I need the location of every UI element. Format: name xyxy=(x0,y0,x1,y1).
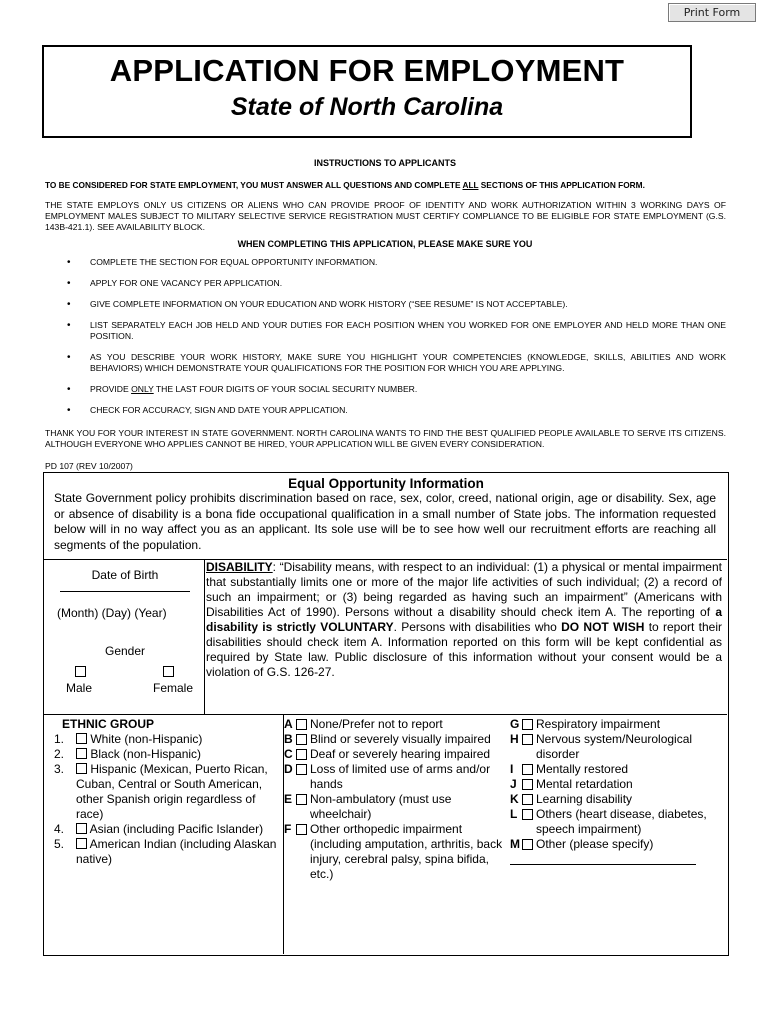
ethnic-black-checkbox[interactable] xyxy=(76,748,87,759)
item-label: Mental retardation xyxy=(536,777,633,791)
disability-d-checkbox[interactable] xyxy=(296,764,307,775)
item-label: Asian (including Pacific Islander) xyxy=(89,822,264,836)
item-label: Blind or severely visually impaired xyxy=(310,732,491,746)
date-of-birth-format: (Month) (Day) (Year) xyxy=(57,606,167,620)
ethnic-american-indian-checkbox[interactable] xyxy=(76,838,87,849)
eo-intro: State Government policy prohibits discrimination based on race, sex, color, creed, national origin, age or disability. Sex, age or absence of disability is a bona fide occupational qualification in a small number of State jobs. The information requested below will in no way affect you as an applicant. Its sole use will be to see how well our recruitment efforts are reaching all segments of the population. xyxy=(54,491,716,552)
citizenship-notice: THE STATE EMPLOYS ONLY US CITIZENS OR ALIENS WHO CAN PROVIDE PROOF OF IDENTITY AND WORK AUTHORIZATION WITHIN 3 WORKING DAYS OF EMPLOYMENT MALES SUBJECT TO MILITARY SELECTIVE SERVICE REGISTRATION MUST CERTIFY COMPLIANCE TO BE ELIGIBLE FOR STATE EMPLOYMENT (G.S. 143B-421.1). SEE AVAILABILITY BLOCK. xyxy=(45,200,726,232)
list-item xyxy=(284,792,504,822)
item-label: Black (non-Hispanic) xyxy=(90,747,202,761)
disability-c-checkbox[interactable] xyxy=(296,749,307,760)
item-letter: A xyxy=(284,717,293,731)
disability-a-checkbox[interactable] xyxy=(296,719,307,730)
list-item xyxy=(54,732,282,747)
item-label: Loss of limited use of arms and/or hands xyxy=(310,762,491,791)
item-label: Others (heart disease, diabetes, speech impairment) xyxy=(536,807,707,836)
ethnic-group-heading: ETHNIC GROUP xyxy=(62,717,155,731)
thank-you-note: THANK YOU FOR YOUR INTEREST IN STATE GOVERNMENT. NORTH CAROLINA WANTS TO FIND THE BEST QUALIFIED PEOPLE AVAILABLE TO SERVE ITS CITIZENS. ALTHOUGH EVERYONE WHO APPLIES CANNOT BE HIRED, YOUR APPLICATION WILL BE GIVEN EVERY CONSIDERATION. xyxy=(45,428,726,449)
item-label: Hispanic (Mexican, Puerto Rican, Cuban, Central or South American, other Spanish origin regardless of race) xyxy=(76,762,268,821)
instructions-heading: INSTRUCTIONS TO APPLICANTS xyxy=(313,158,456,168)
item-label: Other (please specify) xyxy=(536,837,654,851)
disability-b-checkbox[interactable] xyxy=(296,734,307,745)
ethnic-white-checkbox[interactable] xyxy=(76,733,87,744)
item-label: Other orthopedic impairment (including amputation, arthritis, back injury, cerebral palsy, spina bifida, etc.) xyxy=(310,822,503,881)
item-letter: L xyxy=(510,807,518,821)
disability-h-checkbox[interactable] xyxy=(522,734,533,745)
list-item xyxy=(510,807,725,837)
ethnic-asian-checkbox[interactable] xyxy=(76,823,87,834)
disability-e-checkbox[interactable] xyxy=(296,794,307,805)
item-number: 2. xyxy=(54,747,65,761)
disability-list-left xyxy=(284,717,504,882)
other-specify-field[interactable] xyxy=(510,864,696,865)
ethnic-group-list xyxy=(54,717,282,867)
list-item: • LIST SEPARATELY EACH JOB HELD AND YOUR DUTIES FOR EACH POSITION WHEN YOU WORKED FOR ONE EMPLOYER AND HELD MORE THAN ONE POSITION. xyxy=(45,320,726,342)
consider-notice: TO BE CONSIDERED FOR STATE EMPLOYMENT, YOU MUST ANSWER ALL QUESTIONS AND COMPLETE ALL SECTIONS OF THIS APPLICATION FORM. xyxy=(45,180,645,190)
item-label: Mentally restored xyxy=(536,762,629,776)
list-item xyxy=(510,717,725,732)
list-item xyxy=(510,762,725,777)
date-of-birth-label: Date of Birth xyxy=(91,568,159,582)
item-label: Learning disability xyxy=(536,792,633,806)
list-item xyxy=(54,762,282,822)
item-number: 3. xyxy=(54,762,65,776)
divider xyxy=(44,714,727,715)
disability-k-checkbox[interactable] xyxy=(522,794,533,805)
list-item xyxy=(284,762,504,792)
list-item xyxy=(284,732,504,747)
item-letter: D xyxy=(284,762,293,776)
instruction-list xyxy=(45,257,726,416)
page-title: APPLICATION FOR EMPLOYMENT xyxy=(109,53,625,88)
list-item xyxy=(54,822,282,837)
item-letter: F xyxy=(284,822,292,836)
item-letter: B xyxy=(284,732,293,746)
list-item: • CHECK FOR ACCURACY, SIGN AND DATE YOUR APPLICATION. xyxy=(45,405,726,416)
list-item xyxy=(54,747,282,762)
print-form-button[interactable]: Print Form xyxy=(668,3,756,22)
item-label: None/Prefer not to report xyxy=(310,717,443,731)
list-item xyxy=(284,822,504,882)
female-label: Female xyxy=(153,681,194,695)
title-box xyxy=(42,45,692,138)
list-item xyxy=(510,837,725,852)
gender-label: Gender xyxy=(104,644,146,658)
disability-m-checkbox[interactable] xyxy=(522,839,533,850)
item-letter: J xyxy=(510,777,517,791)
equal-opportunity-section xyxy=(43,472,729,956)
item-letter: M xyxy=(510,837,520,851)
item-label: Respiratory impairment xyxy=(536,717,661,731)
item-letter: C xyxy=(284,747,293,761)
list-item: • APPLY FOR ONE VACANCY PER APPLICATION. xyxy=(45,278,726,289)
item-label: Non-ambulatory (must use wheelchair) xyxy=(310,792,452,821)
list-item: • PROVIDE ONLY THE LAST FOUR DIGITS OF YOUR SOCIAL SECURITY NUMBER. xyxy=(45,384,726,395)
male-label: Male xyxy=(66,681,93,695)
list-item xyxy=(54,837,282,867)
disability-definition: DISABILITY: “Disability means, with respect to an individual: (1) a physical or mental impairment that substantially limits one or more of the major life activities of such individual; (2) a record of such an impairment; or (3) being regarded as having such an impairment” (Americans with Disabilities Act of 1990). Persons without a disability should check item A. The reporting of a disability is strictly VOLUNTARY. Persons with disabilities who DO NOT WISH to report their disabilities should check item A. Information reported on this form will be kept confidential as required by State law. Public disclosure of this information without your consent would be a violation of G.S. 126-27. xyxy=(206,560,722,679)
item-label: American Indian (including Alaskan native) xyxy=(76,837,277,866)
list-item xyxy=(284,747,504,762)
disability-j-checkbox[interactable] xyxy=(522,779,533,790)
list-item xyxy=(510,732,725,762)
disability-l-checkbox[interactable] xyxy=(522,809,533,820)
list-item: • AS YOU DESCRIBE YOUR WORK HISTORY, MAKE SURE YOU HIGHLIGHT YOUR COMPETENCIES (KNOWLEDGE, SKILLS, ABILITIES AND WORK BEHAVIORS) WHICH DEMONSTRATE YOUR QUALIFICATIONS FOR THE POSITION FOR WHICH YOU ARE APPLYING. xyxy=(45,352,726,374)
disability-f-checkbox[interactable] xyxy=(296,824,307,835)
list-item: • GIVE COMPLETE INFORMATION ON YOUR EDUCATION AND WORK HISTORY (“SEE RESUME” IS NOT ACCEPTABLE). xyxy=(45,299,726,310)
list-item xyxy=(284,717,504,732)
item-letter: E xyxy=(284,792,293,806)
item-letter: I xyxy=(510,762,514,776)
item-label: Nervous system/Neurological disorder xyxy=(536,732,693,761)
disability-g-checkbox[interactable] xyxy=(522,719,533,730)
item-number: 1. xyxy=(54,732,65,746)
form-code: PD 107 (REV 10/2007) xyxy=(45,461,133,471)
list-item xyxy=(510,777,725,792)
when-completing-heading: WHEN COMPLETING THIS APPLICATION, PLEASE MAKE SURE YOU xyxy=(237,239,533,249)
item-letter: G xyxy=(510,717,520,731)
disability-list-right xyxy=(510,717,725,852)
item-label: Deaf or severely hearing impaired xyxy=(310,747,491,761)
date-of-birth-field[interactable] xyxy=(60,591,190,592)
disability-i-checkbox[interactable] xyxy=(522,764,533,775)
item-letter: H xyxy=(510,732,519,746)
item-label: White (non-Hispanic) xyxy=(90,732,203,746)
item-number: 5. xyxy=(54,837,65,851)
ethnic-hispanic-checkbox[interactable] xyxy=(76,763,87,774)
female-checkbox[interactable] xyxy=(163,666,174,677)
list-item: • COMPLETE THE SECTION FOR EQUAL OPPORTUNITY INFORMATION. xyxy=(45,257,726,268)
eo-title: Equal Opportunity Information xyxy=(288,476,484,491)
page-subtitle: State of North Carolina xyxy=(230,93,504,121)
list-item xyxy=(510,792,725,807)
male-checkbox[interactable] xyxy=(75,666,86,677)
item-letter: K xyxy=(510,792,519,806)
item-number: 4. xyxy=(54,822,65,836)
